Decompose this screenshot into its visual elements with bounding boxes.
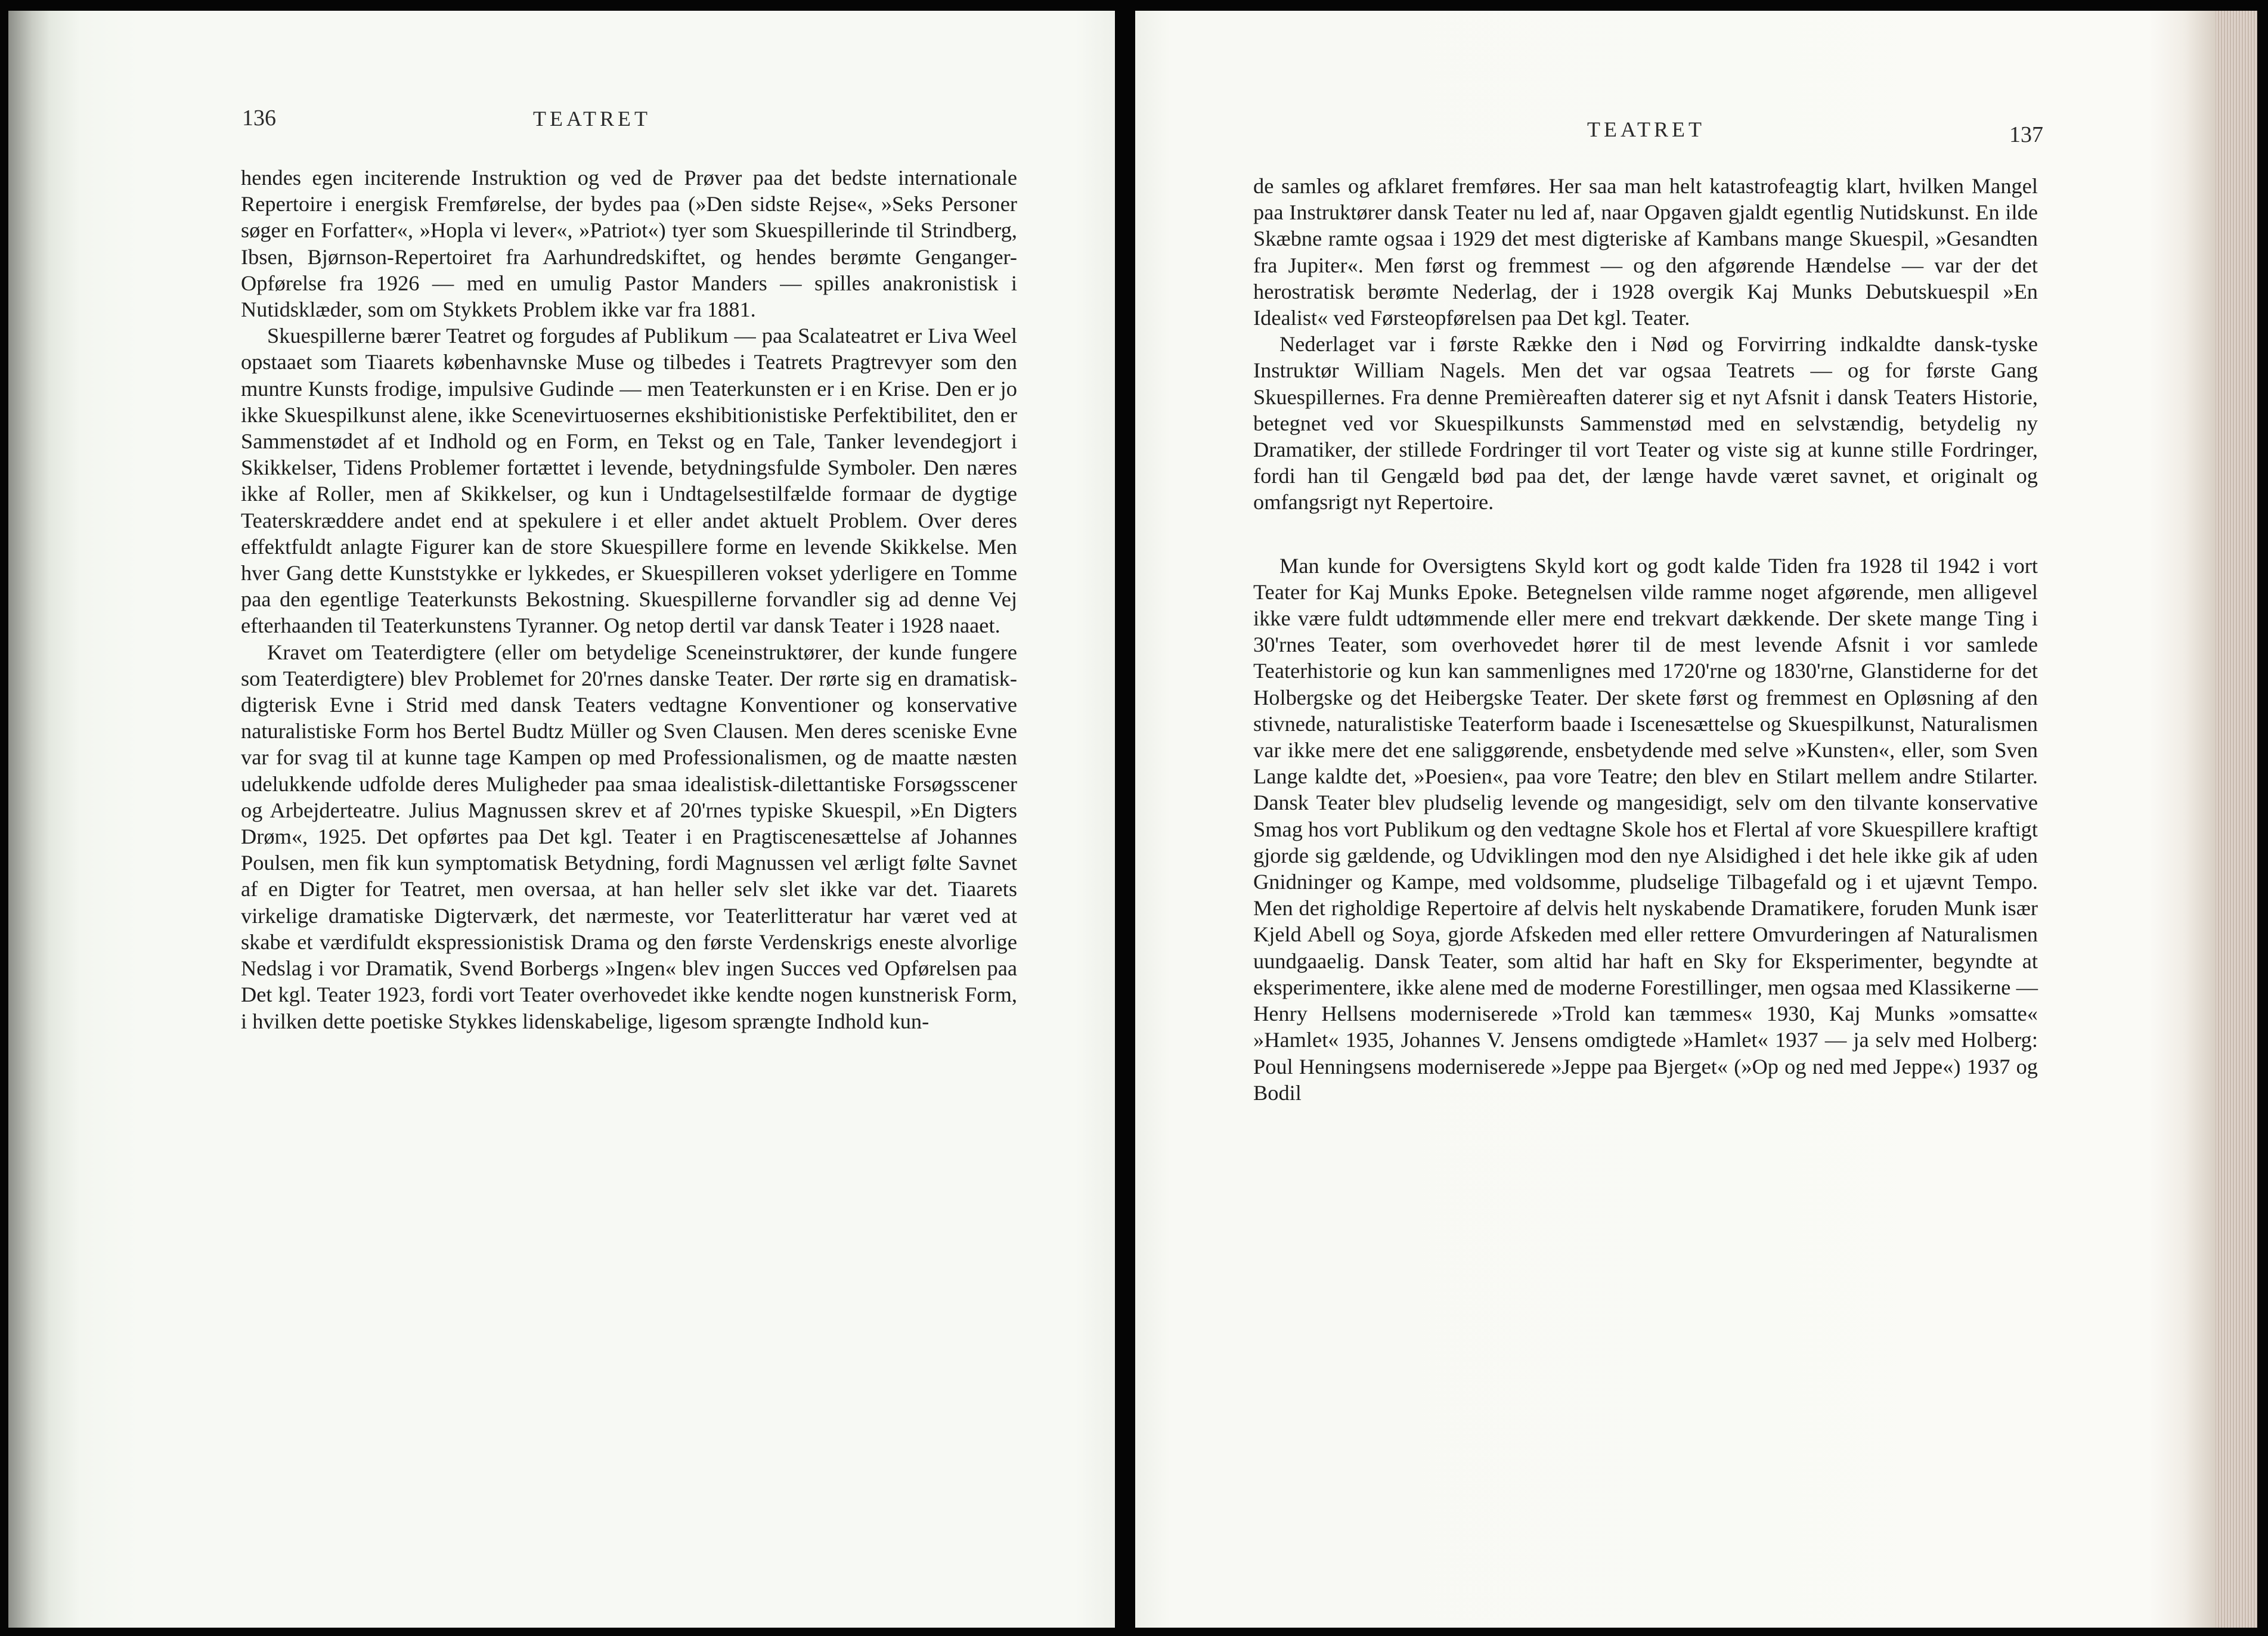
page-number: 137 bbox=[2009, 122, 2043, 147]
paragraph: Nederlaget var i første Række den i Nød og Forvirring indkaldte dansk-tyske Instruktør William Nagels. Men det var ogsaa Teatrets — og for første Gang Skuespillernes. Fra denne Premièreaften daterer sig et nyt Afsnit i dansk Teaters Historie, betegnet ved vor Skuespilkunsts Sammenstød med en selvstændig, betydelig ny Dramatiker, der stillede Fordringer til vort Teater og viste sig at kunne stille Fordringer, fordi han til Gengæld bød paa det, der længe havde været savnet, et originalt og omfangsrigt nyt Repertoire. bbox=[1253, 332, 2038, 515]
paragraph: Skuespillerne bærer Teatret og forgudes af Publikum — paa Scalateatret er Liva Weel opstaaet som Tiaarets københavnske Muse og tilbedes i Teatrets Pragtrevyer som den muntre Kunsts frodige, impulsive Gudinde — men Teaterkunsten er i en Krise. Den er jo ikke Skuespilkunst alene, ikke Scenevirtuosernes ekshibitionistiske Perfektibilitet, den er Sammenstødet af et Indhold og en Form, en Tekst og en Tale, Tanker levendegjort i Skikkelser, Tidens Problemer fortættet i levende, betydningsfulde Symboler. Den næres ikke af Roller, men af Skikkelser, og kun i Undtagelsestilfælde formaar de dygtige Teaterskræddere andet end at spekulere i et eller andet aktuelt Problem. Over deres effektfuldt anlagte Figurer kan de store Skuespillere forme en levende Skikkelse. Men hver Gang dette Kunststykke er lykkedes, er Skuespilleren vokset yderligere en Tomme paa den egentlige Teaterkunsts Bekostning. Skuespillerne forvandler sig ad denne Vej efterhaanden til Teaterkunstens Tyranner. Og netop dertil var dansk Teater i 1928 naaet. bbox=[241, 324, 1017, 638]
paragraph: hendes egen inciterende Instruktion og ved de Prøver paa det bedste internationale Repertoire i energisk Fremførelse, der bydes paa (»Den sidste Rejse«, »Seks Personer søger en Forfatter«, »Hopla vi lever«, »Patriot«) tyer som Skuespillerinde til Strindberg, Ibsen, Bjørnson-Repertoiret fra Aarhundredskiftet, og hendes berømte Genganger-Opførelse fra 1926 — med en umulig Pastor Manders — spilles anakronistisk i Nutidsklæder, som om Stykkets Problem ikke var fra 1881. bbox=[241, 166, 1017, 322]
section-break bbox=[1253, 516, 2038, 553]
left-page bbox=[8, 11, 1115, 1628]
running-head: TEATRET bbox=[1587, 117, 1705, 141]
paragraph: Man kunde for Oversigtens Skyld kort og godt kalde Tiden fra 1928 til 1942 i vort Teater for Kaj Munks Epoke. Betegnelsen vilde ramme noget afgørende, men alligevel ikke være fuldt udtømmende eller mere end trekvart dækkende. Der skete mange Ting i 30'rnes Teater, som overhovedet hører til de mest levende Afsnit i vor samlede Teaterhistorie og kun kan sammenlignes med 1720'rne og 1830'rne, Glanstiderne for det Holbergske og det Heibergske Teater. Der skete først og fremmest en Opløsning af den stivnede, naturalistiske Teaterform baade i Iscenesættelse og Skuespilkunst, Naturalismen var ikke mere det ene saliggørende, ensbetydende med selve »Kunsten«, eller, som Sven Lange kaldte det, »Poesien«, paa vore Teatre; den blev en Stilart mellem andre Stilarter. Dansk Teater blev pludselig levende og mangesidigt, selv om den tilvante konservative Smag hos vort Publikum og den vedtagne Skole hos et Flertal af vore Skuespillere kraftigt gjorde sig gældende, og Udviklingen mod den nye Alsidighed i det hele ikke gik af uden Gnidninger og Kampe, med voldsomme, pludselige Tilbagefald og i et ujævnt Tempo. Men det righoldige Repertoire af delvis helt nyskabende Dramatikere, foruden Munk især Kjeld Abell og Soya, gjorde Afskeden med eller rettere Omvurderingen af Naturalismen uundgaaelig. Dansk Teater, som altid har haft en Sky for Eksperimenter, begyndte at eksperimentere, ikke alene med de moderne Forestillinger, men ogsaa med Klassikerne — Henry Hellsens moderniserede »Trold kan tæmmes« 1930, Kaj Munks »omsatte« »Hamlet« 1935, Johannes V. Jensens omdigtede »Hamlet« 1937 — ja selv med Holberg: Poul Henningsens moderniserede »Jeppe paa Bjerget« (»Op og ned med Jeppe«) 1937 og Bodil bbox=[1253, 553, 2038, 1105]
running-head: TEATRET bbox=[533, 107, 651, 131]
body-text bbox=[241, 165, 1017, 1034]
body-text bbox=[1253, 173, 2038, 1106]
page-edges bbox=[2216, 11, 2257, 1628]
paragraph: Kravet om Teaterdigtere (eller om betydelige Sceneinstruktører, der kunde fungere som Teaterdigtere) blev Problemet for 20'rnes danske Teater. Der rørte sig en dramatisk-digterisk Evne i Strid med dansk Teaters vedtagne Konventioner og konservative naturalistiske Form hos Bertel Budtz Müller og Sven Clausen. Men deres sceniske Evne var for svag til at kunne tage Kampen op med Professionalismen, og de maatte næsten udelukkende udfolde deres Muligheder paa smaa idealistisk-dilettantiske Forsøgsscener og Arbejderteatre. Julius Magnussen skrev et af 20'rnes typiske Skuespil, »En Digters Drøm«, 1925. Det opførtes paa Det kgl. Teater i en Pragtiscenesættelse af Johannes Poulsen, men fik kun symptomatisk Betydning, fordi Magnussen vel ærligt følte Savnet af en Digter for Teatret, men oversaa, at han heller selv slet ikke var det. Tiaarets virkelige dramatiske Digterværk, det nærmeste, vor Teaterlitteratur har været ved at skabe et værdifuldt ekspressionistisk Drama og den første Verdenskrigs eneste alvorlige Nedslag i vor Dramatik, Svend Borbergs »Ingen« blev ingen Succes ved Opførelsen paa Det kgl. Teater 1923, fordi vort Teater overhovedet ikke kendte nogen kunstnerisk Form, i hvilken dette poetiske Stykkes lidenskabelige, ligesom sprængte Indhold kun- bbox=[241, 640, 1017, 1033]
paragraph: de samles og afklaret fremføres. Her saa man helt katastrofeagtig klart, hvilken Mangel paa Instruktører dansk Teater nu led af, naar Opgaven gjaldt egentlig Nutidskunst. En ilde Skæbne ramte ogsaa i 1929 det mest digteriske af Kambans mange Skuespil, »Gesandten fra Jupiter«. Men først og fremmest — og den afgørende Hændelse — var der det herostratisk berømte Nederlag, der i 1928 overgik Kaj Munks Debutskuespil »En Idealist« ved Førsteopførelsen paa Det kgl. Teater. bbox=[1253, 174, 2038, 330]
page-number: 136 bbox=[242, 106, 276, 131]
right-page bbox=[1135, 11, 2216, 1628]
